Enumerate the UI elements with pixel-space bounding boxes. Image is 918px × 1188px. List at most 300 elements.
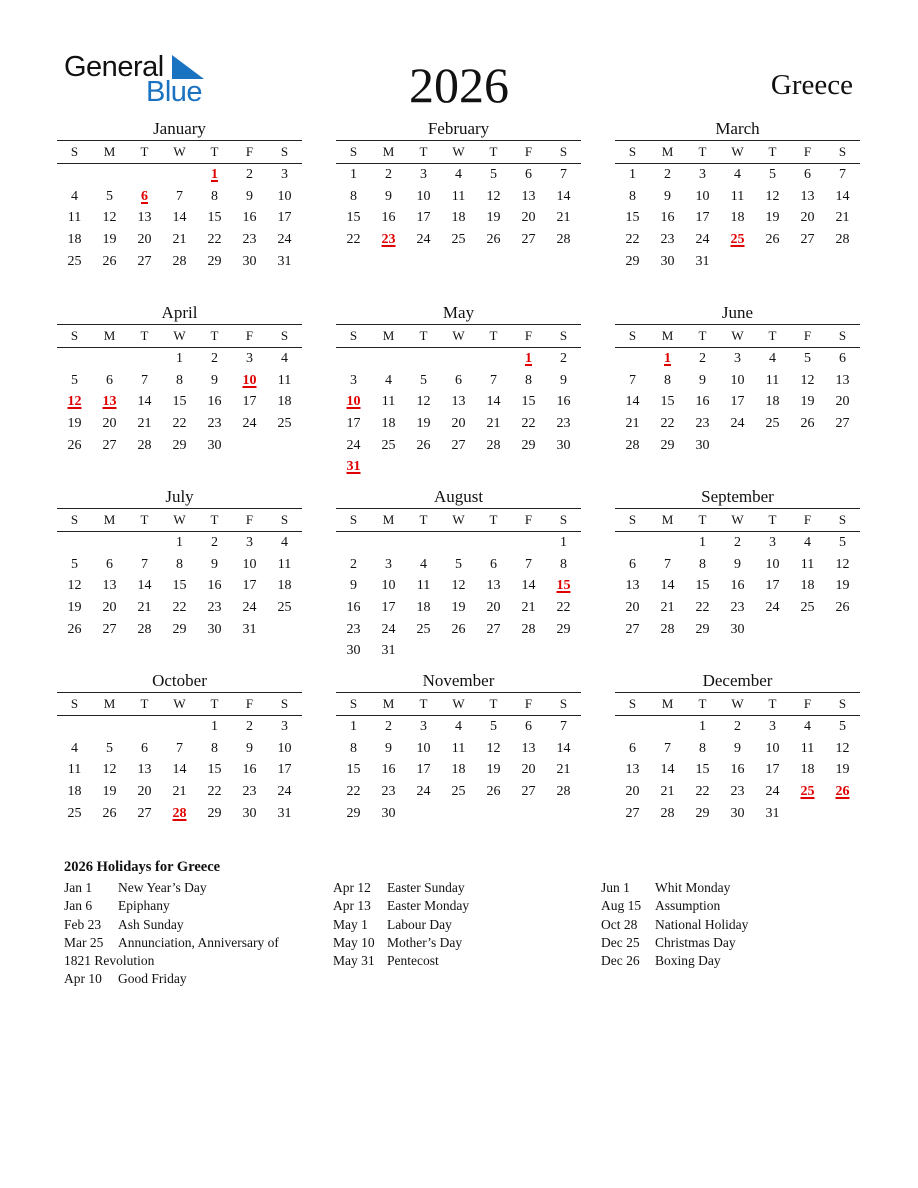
weekday-label: T bbox=[768, 144, 777, 159]
weekday-label: F bbox=[245, 328, 254, 343]
holiday-day-cell: 10 bbox=[242, 372, 257, 388]
weekday-label: S bbox=[349, 696, 358, 711]
day-cell: 4 bbox=[71, 740, 78, 756]
day-cell: 31 bbox=[765, 805, 780, 821]
day-cell: 16 bbox=[242, 762, 257, 778]
day-cell: 19 bbox=[102, 784, 117, 800]
day-cell: 11 bbox=[416, 578, 431, 594]
day-cell: 18 bbox=[277, 578, 292, 594]
day-cell: 24 bbox=[416, 232, 431, 248]
holiday-name: Christmas Day bbox=[655, 934, 736, 950]
holiday-name: Epiphany bbox=[118, 898, 170, 914]
day-cell: 12 bbox=[67, 578, 82, 594]
calendar-year: 2026 bbox=[409, 57, 509, 113]
day-cell: 11 bbox=[277, 556, 292, 572]
day-cell: 20 bbox=[137, 232, 152, 248]
weekday-label: W bbox=[452, 144, 465, 159]
day-cell: 17 bbox=[242, 394, 257, 410]
day-cell: 31 bbox=[277, 805, 292, 821]
holiday-item bbox=[333, 916, 469, 934]
day-cell: 15 bbox=[207, 762, 222, 778]
day-cell: 30 bbox=[556, 437, 571, 453]
empty-day-cell bbox=[92, 716, 127, 738]
day-cell: 13 bbox=[625, 578, 640, 594]
day-cell: 14 bbox=[660, 578, 675, 594]
day-cell: 20 bbox=[521, 762, 536, 778]
weekday-label: F bbox=[245, 512, 254, 527]
day-cell: 2 bbox=[246, 167, 253, 182]
weekday-label: W bbox=[452, 696, 465, 711]
day-cell: 17 bbox=[277, 210, 292, 226]
day-cell: 8 bbox=[176, 556, 183, 572]
holiday-date: Jun 1 bbox=[601, 880, 630, 895]
empty-day-cell bbox=[615, 532, 650, 554]
month-name: December bbox=[702, 671, 773, 690]
weekday-label: S bbox=[349, 144, 358, 159]
day-cell: 14 bbox=[660, 762, 675, 778]
day-cell: 4 bbox=[804, 719, 811, 734]
day-cell: 24 bbox=[242, 600, 257, 616]
day-cell: 17 bbox=[730, 394, 745, 410]
day-cell: 18 bbox=[67, 784, 82, 800]
day-cell: 18 bbox=[416, 600, 431, 616]
day-cell: 5 bbox=[839, 535, 846, 550]
day-cell: 3 bbox=[246, 535, 253, 550]
day-cell: 20 bbox=[625, 784, 640, 800]
day-cell: 20 bbox=[625, 600, 640, 616]
day-cell: 21 bbox=[660, 784, 675, 800]
day-cell: 8 bbox=[211, 740, 218, 756]
holiday-day-cell: 1 bbox=[525, 351, 532, 366]
weekday-label: S bbox=[838, 696, 847, 711]
empty-day-cell bbox=[336, 348, 371, 370]
day-cell: 11 bbox=[381, 394, 396, 410]
holiday-date: Dec 26 bbox=[601, 953, 640, 969]
day-cell: 11 bbox=[67, 210, 82, 226]
day-cell: 2 bbox=[246, 719, 253, 734]
weekday-label: M bbox=[103, 144, 116, 159]
day-grid bbox=[336, 716, 581, 824]
day-cell: 1 bbox=[176, 351, 183, 366]
month-name: October bbox=[152, 671, 207, 690]
day-cell: 24 bbox=[695, 232, 710, 248]
weekday-label: T bbox=[768, 512, 777, 527]
day-cell: 5 bbox=[71, 372, 78, 388]
holiday-day-cell: 6 bbox=[141, 188, 148, 204]
day-cell: 8 bbox=[211, 188, 218, 204]
weekday-header bbox=[57, 692, 302, 716]
holiday-day-cell: 25 bbox=[800, 784, 815, 800]
day-cell: 12 bbox=[451, 578, 466, 594]
day-cell: 22 bbox=[346, 784, 361, 800]
weekday-label: T bbox=[698, 696, 707, 711]
day-cell: 23 bbox=[556, 416, 571, 432]
day-cell: 25 bbox=[416, 621, 431, 637]
weekday-header bbox=[336, 324, 581, 348]
day-cell: 23 bbox=[242, 232, 257, 248]
day-cell: 24 bbox=[765, 600, 780, 616]
day-cell: 9 bbox=[211, 556, 218, 572]
day-cell: 25 bbox=[277, 416, 292, 432]
day-cell: 7 bbox=[490, 372, 497, 388]
empty-day-cell bbox=[650, 532, 685, 554]
day-cell: 12 bbox=[102, 210, 117, 226]
day-cell: 3 bbox=[350, 372, 357, 388]
day-cell: 15 bbox=[172, 578, 187, 594]
day-cell: 9 bbox=[211, 372, 218, 388]
day-cell: 17 bbox=[242, 578, 257, 594]
day-cell: 14 bbox=[521, 578, 536, 594]
weekday-header bbox=[57, 508, 302, 532]
month-name: June bbox=[721, 303, 754, 322]
month-september bbox=[615, 486, 860, 640]
day-cell: 14 bbox=[556, 188, 571, 204]
holiday-name: Mother’s Day bbox=[387, 934, 463, 950]
weekday-label: S bbox=[70, 512, 79, 527]
day-cell: 16 bbox=[242, 210, 257, 226]
day-cell: 7 bbox=[560, 719, 567, 734]
day-cell: 2 bbox=[350, 556, 357, 572]
day-cell: 3 bbox=[699, 167, 706, 182]
weekday-label: W bbox=[731, 512, 744, 527]
day-cell: 22 bbox=[695, 600, 710, 616]
weekday-label: M bbox=[103, 696, 116, 711]
month-name: September bbox=[701, 487, 774, 506]
weekday-label: T bbox=[140, 512, 149, 527]
day-cell: 13 bbox=[521, 188, 536, 204]
day-cell: 6 bbox=[106, 372, 113, 388]
day-cell: 15 bbox=[695, 762, 710, 778]
month-name: March bbox=[715, 119, 760, 138]
day-cell: 31 bbox=[381, 643, 396, 659]
day-cell: 20 bbox=[102, 600, 117, 616]
day-cell: 22 bbox=[521, 416, 536, 432]
weekday-label: S bbox=[628, 512, 637, 527]
day-cell: 16 bbox=[346, 600, 361, 616]
weekday-label: F bbox=[524, 328, 533, 343]
weekday-label: T bbox=[489, 696, 498, 711]
day-cell: 22 bbox=[625, 232, 640, 248]
day-cell: 29 bbox=[172, 621, 187, 637]
day-grid bbox=[57, 348, 302, 456]
weekday-label: T bbox=[489, 144, 498, 159]
weekday-label: W bbox=[731, 696, 744, 711]
day-cell: 13 bbox=[102, 578, 117, 594]
day-cell: 25 bbox=[451, 232, 466, 248]
holiday-date: Jan 6 bbox=[64, 898, 93, 914]
month-october bbox=[57, 670, 302, 824]
day-cell: 4 bbox=[455, 719, 462, 734]
month-name: May bbox=[442, 303, 475, 322]
day-cell: 11 bbox=[67, 762, 82, 778]
month-name: August bbox=[433, 487, 484, 506]
day-cell: 15 bbox=[207, 210, 222, 226]
holiday-item bbox=[333, 879, 469, 897]
month-june bbox=[615, 302, 860, 456]
day-cell: 6 bbox=[106, 556, 113, 572]
day-cell: 7 bbox=[525, 556, 532, 572]
day-cell: 21 bbox=[172, 784, 187, 800]
weekday-label: F bbox=[524, 696, 533, 711]
day-cell: 22 bbox=[346, 232, 361, 248]
holiday-date: Oct 28 bbox=[601, 916, 638, 932]
month-name: February bbox=[427, 119, 490, 138]
day-cell: 19 bbox=[102, 232, 117, 248]
month-name: July bbox=[165, 487, 194, 506]
day-cell: 9 bbox=[699, 372, 706, 388]
weekday-label: T bbox=[419, 144, 428, 159]
day-cell: 16 bbox=[381, 762, 396, 778]
day-cell: 10 bbox=[381, 578, 396, 594]
day-grid bbox=[57, 532, 302, 640]
day-cell: 14 bbox=[137, 394, 152, 410]
empty-day-cell bbox=[57, 716, 92, 738]
day-cell: 21 bbox=[521, 600, 536, 616]
day-cell: 17 bbox=[765, 762, 780, 778]
day-cell: 16 bbox=[556, 394, 571, 410]
day-cell: 11 bbox=[451, 740, 466, 756]
day-cell: 13 bbox=[835, 372, 850, 388]
day-cell: 15 bbox=[346, 210, 361, 226]
day-cell: 7 bbox=[176, 188, 183, 204]
day-cell: 10 bbox=[765, 556, 780, 572]
weekday-label: M bbox=[382, 328, 395, 343]
weekday-label: S bbox=[349, 328, 358, 343]
logo-text-blue: Blue bbox=[146, 76, 203, 108]
day-cell: 28 bbox=[137, 437, 152, 453]
day-cell: 6 bbox=[629, 740, 636, 756]
holiday-date: Dec 25 bbox=[601, 934, 640, 950]
holiday-name: National Holiday bbox=[655, 916, 749, 932]
day-cell: 5 bbox=[71, 556, 78, 572]
weekday-label: S bbox=[838, 512, 847, 527]
holiday-item bbox=[64, 934, 279, 952]
month-january bbox=[57, 118, 302, 272]
day-cell: 4 bbox=[281, 535, 288, 550]
day-grid bbox=[336, 164, 581, 251]
day-cell: 24 bbox=[765, 784, 780, 800]
holiday-name: Labour Day bbox=[387, 916, 452, 932]
day-cell: 23 bbox=[695, 416, 710, 432]
day-cell: 1 bbox=[211, 719, 218, 734]
weekday-header bbox=[615, 692, 860, 716]
month-august bbox=[336, 486, 581, 662]
day-cell: 7 bbox=[664, 556, 671, 572]
day-cell: 30 bbox=[381, 805, 396, 821]
holiday-name: New Year’s Day bbox=[118, 880, 207, 895]
day-cell: 30 bbox=[207, 621, 222, 637]
weekday-label: S bbox=[838, 144, 847, 159]
weekday-label: T bbox=[419, 328, 428, 343]
weekday-label: W bbox=[452, 512, 465, 527]
day-cell: 1 bbox=[629, 167, 636, 182]
holiday-day-cell: 31 bbox=[346, 459, 361, 475]
empty-day-cell bbox=[476, 348, 511, 370]
day-cell: 27 bbox=[137, 805, 152, 821]
day-cell: 22 bbox=[172, 600, 187, 616]
month-november bbox=[336, 670, 581, 824]
empty-day-cell bbox=[57, 348, 92, 370]
weekday-label: S bbox=[280, 512, 289, 527]
day-cell: 19 bbox=[835, 578, 850, 594]
holiday-name-continuation: 1821 Revolution bbox=[64, 953, 155, 969]
day-cell: 25 bbox=[381, 437, 396, 453]
day-cell: 8 bbox=[699, 740, 706, 756]
day-cell: 12 bbox=[416, 394, 431, 410]
weekday-label: F bbox=[803, 696, 812, 711]
day-cell: 3 bbox=[281, 167, 288, 182]
weekday-header bbox=[57, 140, 302, 164]
holidays-column bbox=[64, 879, 279, 989]
holiday-day-cell: 23 bbox=[381, 232, 396, 248]
weekday-label: S bbox=[628, 328, 637, 343]
weekday-header bbox=[615, 140, 860, 164]
day-cell: 22 bbox=[172, 416, 187, 432]
day-cell: 28 bbox=[660, 805, 675, 821]
day-cell: 17 bbox=[346, 416, 361, 432]
day-cell: 8 bbox=[699, 556, 706, 572]
empty-day-cell bbox=[371, 532, 406, 554]
day-cell: 5 bbox=[804, 351, 811, 366]
day-cell: 26 bbox=[416, 437, 431, 453]
holiday-item bbox=[64, 970, 279, 988]
day-cell: 22 bbox=[556, 600, 571, 616]
weekday-label: T bbox=[210, 512, 219, 527]
day-cell: 18 bbox=[730, 210, 745, 226]
day-cell: 2 bbox=[385, 719, 392, 734]
month-december bbox=[615, 670, 860, 824]
day-cell: 29 bbox=[172, 437, 187, 453]
weekday-label: M bbox=[661, 328, 674, 343]
weekday-label: F bbox=[524, 144, 533, 159]
day-grid bbox=[615, 348, 860, 456]
day-cell: 5 bbox=[106, 188, 113, 204]
day-cell: 4 bbox=[734, 167, 741, 182]
day-cell: 3 bbox=[281, 719, 288, 734]
day-cell: 26 bbox=[835, 600, 850, 616]
day-cell: 10 bbox=[730, 372, 745, 388]
day-cell: 16 bbox=[730, 762, 745, 778]
day-cell: 26 bbox=[67, 437, 82, 453]
day-cell: 8 bbox=[350, 740, 357, 756]
day-cell: 16 bbox=[207, 578, 222, 594]
day-cell: 3 bbox=[246, 351, 253, 366]
day-cell: 6 bbox=[490, 556, 497, 572]
day-cell: 7 bbox=[664, 740, 671, 756]
day-cell: 6 bbox=[629, 556, 636, 572]
day-cell: 16 bbox=[381, 210, 396, 226]
day-cell: 19 bbox=[486, 210, 501, 226]
day-cell: 30 bbox=[660, 253, 675, 269]
holiday-name: Annunciation, Anniversary of bbox=[118, 934, 279, 950]
empty-day-cell bbox=[511, 532, 546, 554]
holiday-item bbox=[64, 879, 279, 897]
day-cell: 1 bbox=[560, 535, 567, 550]
day-cell: 29 bbox=[346, 805, 361, 821]
day-cell: 3 bbox=[734, 351, 741, 366]
day-cell: 8 bbox=[629, 188, 636, 204]
weekday-label: F bbox=[803, 144, 812, 159]
day-cell: 17 bbox=[695, 210, 710, 226]
weekday-label: T bbox=[210, 696, 219, 711]
weekday-label: W bbox=[173, 328, 186, 343]
empty-day-cell bbox=[371, 348, 406, 370]
day-cell: 6 bbox=[839, 351, 846, 366]
day-cell: 17 bbox=[381, 600, 396, 616]
day-cell: 12 bbox=[486, 740, 501, 756]
holiday-name: Ash Sunday bbox=[118, 916, 184, 932]
weekday-label: T bbox=[140, 696, 149, 711]
day-cell: 14 bbox=[172, 762, 187, 778]
holiday-date: Apr 13 bbox=[333, 898, 371, 914]
empty-day-cell bbox=[162, 164, 197, 186]
weekday-header bbox=[615, 508, 860, 532]
day-cell: 20 bbox=[835, 394, 850, 410]
weekday-label: S bbox=[628, 144, 637, 159]
day-cell: 28 bbox=[172, 253, 187, 269]
day-cell: 19 bbox=[486, 762, 501, 778]
day-cell: 9 bbox=[664, 188, 671, 204]
weekday-label: S bbox=[70, 144, 79, 159]
weekday-label: T bbox=[489, 512, 498, 527]
weekday-label: F bbox=[803, 512, 812, 527]
day-cell: 29 bbox=[625, 253, 640, 269]
weekday-label: S bbox=[70, 696, 79, 711]
day-cell: 14 bbox=[835, 188, 850, 204]
weekday-label: T bbox=[489, 328, 498, 343]
weekday-label: T bbox=[768, 328, 777, 343]
day-cell: 23 bbox=[207, 600, 222, 616]
day-cell: 16 bbox=[730, 578, 745, 594]
day-cell: 8 bbox=[525, 372, 532, 388]
day-cell: 17 bbox=[416, 762, 431, 778]
day-grid bbox=[57, 164, 302, 272]
weekday-label: W bbox=[731, 144, 744, 159]
day-cell: 21 bbox=[660, 600, 675, 616]
day-cell: 3 bbox=[769, 535, 776, 550]
day-cell: 10 bbox=[277, 740, 292, 756]
weekday-label: F bbox=[245, 144, 254, 159]
day-cell: 5 bbox=[490, 719, 497, 734]
empty-day-cell bbox=[92, 532, 127, 554]
day-cell: 16 bbox=[660, 210, 675, 226]
weekday-label: T bbox=[419, 696, 428, 711]
day-cell: 29 bbox=[556, 621, 571, 637]
day-cell: 3 bbox=[420, 167, 427, 182]
day-cell: 13 bbox=[137, 210, 152, 226]
day-cell: 15 bbox=[346, 762, 361, 778]
holiday-day-cell: 12 bbox=[67, 394, 82, 410]
day-cell: 21 bbox=[835, 210, 850, 226]
day-cell: 15 bbox=[660, 394, 675, 410]
day-cell: 4 bbox=[804, 535, 811, 550]
weekday-header bbox=[336, 140, 581, 164]
day-cell: 27 bbox=[451, 437, 466, 453]
holiday-item bbox=[64, 897, 279, 915]
day-cell: 27 bbox=[486, 621, 501, 637]
weekday-label: W bbox=[173, 144, 186, 159]
day-cell: 26 bbox=[67, 621, 82, 637]
day-cell: 26 bbox=[486, 784, 501, 800]
day-cell: 13 bbox=[451, 394, 466, 410]
day-cell: 18 bbox=[381, 416, 396, 432]
day-cell: 30 bbox=[695, 437, 710, 453]
day-cell: 11 bbox=[800, 740, 815, 756]
day-cell: 15 bbox=[695, 578, 710, 594]
holiday-day-cell: 26 bbox=[835, 784, 850, 800]
day-cell: 6 bbox=[525, 719, 532, 734]
day-cell: 29 bbox=[695, 621, 710, 637]
